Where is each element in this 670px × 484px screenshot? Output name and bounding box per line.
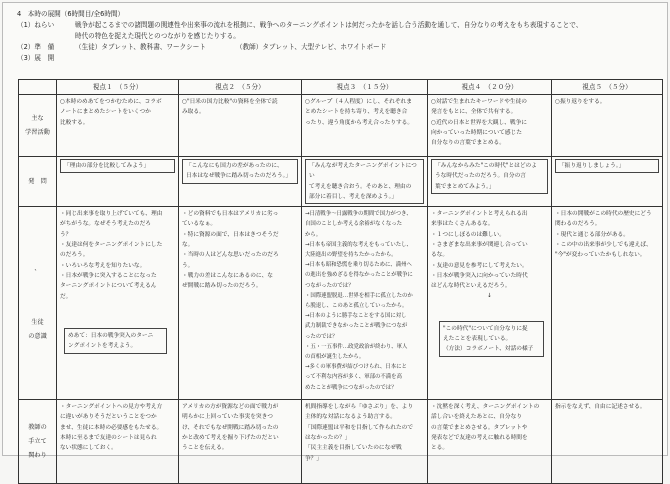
prep-teacher: （教師）タブレット、大型テレビ、ホワイトボード: [235, 43, 387, 51]
awareness-cell-2: [179, 207, 302, 400]
awareness-cell-3: [302, 207, 428, 400]
text-line: えたことを表現している。: [443, 335, 512, 342]
text-line: ・日本の開戦がこの時代の歴史にどう: [555, 211, 652, 218]
phase-1-header: 視点１ （５分）: [57, 80, 179, 95]
text-line: →日本のように勝手なことをする国に対し: [305, 313, 407, 320]
text-line: ・戦力の差はこんなにあるのに、な: [182, 272, 273, 279]
text-line: ・五・一五事件…政党政治が終わり、軍人: [305, 343, 408, 350]
text-line: 自国のことしか考える余裕がなくなった: [305, 221, 403, 228]
support-cell-2: [179, 400, 302, 484]
text-line: み取る。: [182, 109, 205, 116]
activity-cell-2: [179, 95, 302, 157]
text-line: ったり、違う角度から考え合ったりする。: [305, 119, 414, 126]
question-row: [19, 157, 663, 207]
activity-label: [19, 95, 57, 157]
text-line: 大陸進出の野望を持ちたかったから。: [305, 252, 397, 258]
text-line: 生徒: [31, 319, 44, 327]
text-line: ○グループ（４人程度）にし、それぞれま: [305, 99, 412, 105]
text-line: 自分なりの言葉でまとめる。: [431, 140, 505, 147]
text-line: 明らかに上回っていた事実を突きつ: [182, 414, 273, 421]
text-line: つながったのでは？: [305, 282, 354, 289]
support-row: [19, 400, 663, 484]
text-line: ・日本が戦争に突入することになった: [60, 272, 157, 279]
text-line: ・同じ出来事を取り上げていても、理由: [60, 211, 163, 218]
text-line: の進出を強めざるを得なかったことが戦争に: [305, 272, 413, 279]
text-line: 争？」: [305, 455, 323, 462]
awareness-label: [19, 207, 57, 400]
awareness-row: [19, 207, 663, 400]
phase-header-row: [19, 80, 663, 95]
text-line: 来事はたくさんあるな。: [431, 221, 494, 228]
text-line: 部分に着目し、考えを深めよう。」: [309, 193, 398, 200]
question-box-4: [431, 159, 548, 194]
text-line: （方法）コラボノート、対話の様子: [443, 346, 534, 353]
text-line: ○対話で生まれたキーワードや生徒の: [431, 99, 527, 105]
meate-goal-box: [64, 328, 167, 355]
text-line: だ。: [60, 293, 72, 300]
text-line: 学習活動: [25, 128, 50, 136]
text-line: アメリカの方が資源などの面で戦力が: [182, 404, 279, 411]
text-line: のだろう。: [60, 252, 89, 259]
text-line: めあて：日本の戦争突入のターニ: [68, 332, 154, 339]
text-line: って不利な内容が多く、軍部の不満を高: [305, 374, 402, 381]
text-line: ・ターニングポイントと考えられる出: [431, 211, 528, 218]
text-line: う。: [182, 262, 194, 269]
text-line: な。: [182, 242, 194, 249]
question-label: 発 問: [19, 157, 57, 207]
text-line: 関わり: [28, 451, 47, 459]
text-line: ・さまざまな出来事が関連し合ってい: [431, 242, 528, 249]
activity-cell-4: [428, 95, 552, 157]
phase-4-header: 視点４ （２０分）: [428, 80, 552, 95]
text-line: 関わるのだろう。: [555, 221, 601, 228]
lesson-title: 4 本時の展開（6時間目/全6時間）: [17, 10, 125, 18]
text-line: 「振り返りしましょう。」: [559, 163, 625, 169]
text-line: うことを伝える。: [182, 445, 228, 452]
text-line: がちがうな。なぜそう考えたのだろ: [60, 221, 151, 228]
text-line: とめたシートを持ち寄り、考えを聴き合: [305, 109, 408, 116]
phase-2-header: 視点２ （５分）: [179, 80, 302, 95]
text-line: →日本も帝国主義的な考えをもっていたし、: [305, 241, 412, 248]
text-line: ○近代の日本と世界を大観し、戦争に: [431, 119, 527, 126]
lesson-table: [18, 79, 663, 484]
text-line: ない状態にしておく。: [60, 445, 117, 452]
text-line: 葉でまとめてみよう。」: [435, 183, 495, 190]
prep-label: （2）準 備: [17, 43, 55, 51]
activity-row: [19, 95, 663, 157]
text-line: ら脱退し、このあと孤立していったから。: [305, 303, 408, 310]
text-line: 本時に至るまで友達のシートは見られ: [60, 435, 157, 442]
text-line: ・国際連盟脱退…世界を相手に孤立したのか: [305, 292, 413, 299]
text-line: て考えを聴き合おう。そのあと、理由の: [309, 183, 412, 190]
text-line: ・いろいろな考えを知りたいな。: [60, 262, 146, 269]
lesson-header: [17, 9, 657, 64]
text-line: ・友達の意見を参考にして考えたい。: [431, 262, 528, 269]
text-line: ・日本が戦争突入に向かっていた時代: [431, 272, 528, 279]
text-line: 机間指導をしながら「ゆさぶり」を、より: [305, 404, 414, 411]
text-line: ノートにまとめたシートをいくつか: [60, 109, 151, 116]
text-line: 武力制裁できなかったことが戦争につなが: [305, 323, 408, 330]
text-line: 教師の: [28, 423, 47, 431]
text-line: とる。: [431, 445, 449, 452]
text-line: に違いがありそうだということをつか: [60, 414, 157, 421]
development-label: （3）展 開: [17, 54, 55, 62]
down-arrow-icon: ↓: [487, 292, 492, 299]
question-box-1: [60, 159, 175, 173]
activity-cell-5: [552, 95, 663, 157]
phase-3-header: 視点３ （１５分）: [302, 80, 428, 95]
activity-cell-1: [57, 95, 179, 157]
evaluation-box: [439, 321, 544, 358]
text-line: かと改めて考えを掘り下げたのだとい: [182, 435, 279, 442]
text-line: 手立て: [28, 437, 47, 445]
text-line: う？: [60, 231, 72, 238]
phase-5-header: 視点５ （５分）: [552, 80, 663, 95]
text-line: →多くの軍事費が結びつけられ、日本にと: [305, 364, 407, 371]
text-line: 主な: [31, 114, 44, 122]
text-line: ・現代と通じる部分がある。: [555, 231, 629, 238]
support-label: [19, 400, 57, 484]
question-box-3: [305, 159, 424, 204]
awareness-cell-1: [57, 207, 179, 400]
text-line: めたことが戦争につながったのでは？: [305, 384, 397, 391]
text-line: はなかったの？」: [305, 435, 351, 442]
text-line: から。: [305, 231, 322, 238]
activity-cell-3: [302, 95, 428, 157]
support-cell-5: [552, 400, 663, 484]
text-line: の首相が誕生したから。: [305, 354, 365, 361]
corner-cell: [19, 80, 57, 95]
text-line: 指示をなえず、自由に記述させる。: [555, 404, 646, 411]
text-line: 主体的な対話になるよう助言する。: [305, 414, 396, 421]
text-line: はどんな時代といえるだろう。: [431, 283, 511, 290]
awareness-cell-5: [552, 207, 663, 400]
text-line: 比較する。: [60, 119, 89, 126]
text-line: "今"が変わっていたかもしれない。: [555, 252, 646, 259]
support-cell-1: [57, 400, 179, 484]
text-line: 日本はなぜ戦争に踏み切ったのだろう。」: [186, 173, 292, 180]
text-line: ったのでは？: [305, 333, 338, 340]
question-box-2: [182, 159, 298, 184]
support-cell-3: [302, 400, 428, 484]
text-line: ・どの資料でも日本はアメリカに劣っ: [182, 211, 279, 218]
text-line: 発表などで友達の考えに触れる時間を: [431, 435, 528, 442]
text-line: うな時代だったのだろう。自分の言: [435, 173, 526, 180]
text-line: の意識: [28, 333, 47, 341]
text-line: 「みんなからみた"この時代"とはどのよ: [435, 163, 537, 169]
aim-line-2: 時代の特色を捉えた現代とのつながりを感じたりする。: [75, 32, 240, 40]
awareness-side-mark: 、: [34, 265, 41, 273]
text-line: 発言をもとに、全体で共有する。: [431, 109, 517, 116]
text-line: "この時代"について自分なりに捉: [443, 325, 528, 332]
support-cell-4: [428, 400, 552, 484]
text-line: ・この中の出来事が少しでも違えば、: [555, 242, 652, 249]
text-line: ませ、生徒に本時の必要感をもたせる。: [60, 424, 163, 431]
text-line: 「みんなが考えたターニングポイントについ: [309, 163, 417, 180]
text-line: ・ターニングポイントへの見方や考え方: [60, 404, 163, 411]
text-line: ・友達は何をターニングポイントにした: [60, 242, 163, 249]
text-line: ターニングポイントについて考えるん: [60, 283, 157, 290]
aim-label: （1）ねらい: [17, 21, 55, 29]
text-line: 「こんなにも国力の差があったのに、: [186, 163, 283, 169]
text-line: ・１つにしぼるのは難しい。: [431, 231, 505, 238]
prep-students: （生徒）タブレット、教科書、ワークシート: [75, 43, 206, 51]
text-line: ングポイントを考えよう。: [68, 343, 137, 350]
text-line: 話し合いを終えたあとに、自分なり: [431, 414, 522, 421]
text-line: ○"日米の国力比較"の資料を全体で読: [182, 99, 278, 105]
text-line: るな。: [431, 252, 449, 259]
text-line: ○振り返りをする。: [555, 99, 606, 105]
document-page: [2, 2, 668, 462]
text-line: ているなぁ。: [182, 221, 217, 228]
text-line: 向かっていった時期について感じた: [431, 129, 522, 136]
text-line: →日清戦争～日露戦争の期間で国力がつき、: [305, 211, 412, 218]
text-line: ぜ開戦に踏み切ったのだろう。: [182, 283, 262, 290]
text-line: →日本も昭和恐慌を乗り切るために、満州へ: [305, 262, 412, 269]
text-line: ○本時のめあてをつかむために、コラボ: [60, 99, 162, 105]
awareness-cell-4: [428, 207, 552, 400]
text-line: ・特に資源の面で、日本はきつそうだ: [182, 231, 279, 238]
text-line: け、それでもなぜ開戦に踏み切ったの: [182, 424, 279, 431]
text-line: ・当時の人はどんな思いだったのだろ: [182, 252, 279, 259]
text-line: 「民主主義を目指していたのになぜ戦: [305, 445, 402, 452]
aim-line-1: 戦争が起こるまでの諸問題の関連性や出来事の流れを根拠に、戦争へのターニングポイントは何だったかを話し合う活動を通して、自分なりの考えをもち表現することで、: [75, 21, 583, 29]
question-box-5: [555, 159, 659, 173]
text-line: 「国際連盟は平和を目指して作られたので: [305, 424, 414, 431]
text-line: 「理由の部分を比較してみよう」: [64, 163, 150, 169]
text-line: の言葉でまとめさせる。タブレットや: [431, 424, 528, 431]
text-line: ・沈黙を深く考え、ターニングポイントの: [431, 404, 540, 411]
